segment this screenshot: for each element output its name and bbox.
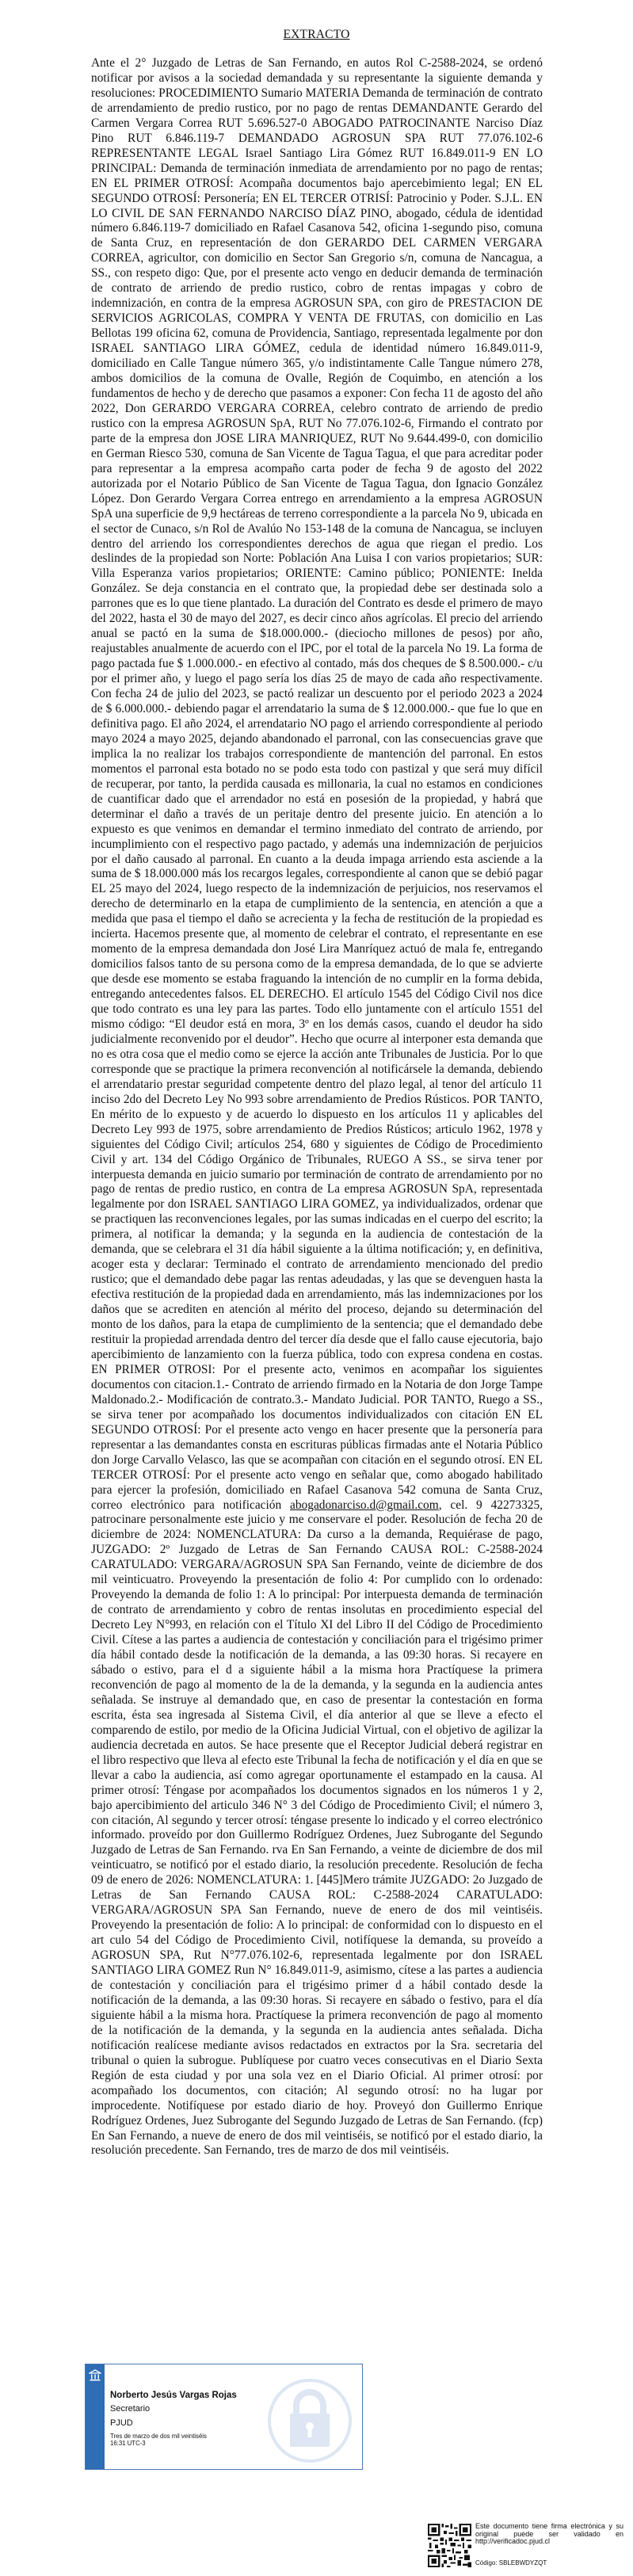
signer-role: Secretario	[110, 2404, 151, 2414]
signer-organization: PJUD	[110, 2418, 133, 2428]
signer-name: Norberto Jesús Vargas Rojas	[110, 2391, 237, 2400]
verification-notice: Este documento tiene firma electrónica y su original puede ser validado en http://verificadoc.pjud.cl	[475, 2522, 623, 2545]
signature-time: 16:31 UTC-3	[110, 2439, 146, 2447]
qr-code-icon[interactable]	[428, 2524, 471, 2567]
body-text-part-2: , cel. 9 42273325, patrocinare personalmente este juicio y me conservare el poder. Resolución de fecha 20 de diciembre de 2024: NOMENCLATURA: Da curso a la demanda, Requiérase de pago, JUZGADO: 2º Juzgado de Letras de San Fernando CAUSA ROL: C-2588-2024 CARATULADO: VERGARA/AGROSUN SPA San Fernando, veinte de diciembre de dos mil veinticuatro. Proveyendo la presentación de folio 4: Por cumplido con lo ordenado: Proveyendo la demanda de folio 1: A lo principal: Por interpuesta demanda de terminación de contrato de arrendamiento y cobro de rentas insolutas en procedimiento especial del Decreto Ley N°993, en relación con el Título XI del Libro II del Código de Procedimiento Civil. Cítese a las partes a audiencia de contestación y conciliación para el trigésimo primer día hábil contado desde la notificación de la demanda, a las 09:30 horas. Si recayere en sábado o estivo, para el d a siguiente hábil a la misma hora Practíquese la primera reconvención de pago al momento de la de la demanda, y la segunda en la audiencia antes señalada. Se instruye al demandado que, en caso de presentar la contestación en forma escrita, ésta sea ingresada al Sistema Civil, el día anterior al que se lleve a efecto el comparendo de estilo, por medio de la Oficina Judicial Virtual, con el objetivo de agilizar la audiencia decretada en autos. Se hace presente que el Receptor Judicial deberá registrar en el libro respectivo que lleva al efecto este Tribunal la fecha de notificación y el día en que se llevar a cabo la audiencia, así como agregar oportunamente el estampado en la causa. Al primer otrosí: Téngase por acompañados los documentos signados en los números 1 y 2, bajo apercibimiento del articulo 346 N° 3 del Código de Procedimiento Civil; el número 3, con citación, Al segundo y tercer otrosí: téngase presente lo indicado y el correo electrónico informado. proveído por don Guillermo Rodríguez Ordenes, Juez Subrogante del Segundo Juzgado de Letras de San Fernando. rva En San Fernando, a veinte de diciembre de dos mil veinticuatro, se notificó por el estado diario, la resolución precedente. Resolución de fecha 09 de enero de 2026: NOMENCLATURA: 1. [445]Mero trámite JUZGADO: 2o Juzgado de Letras de San Fernando CAUSA ROL: C-2588-2024 CARATULADO: VERGARA/AGROSUN SPA San Fernando, nueve de enero de dos mil veintiséis. Proveyendo la presentación de folio: A lo principal: de conformidad con lo dispuesto en el art culo 54 del Código de Procedimiento Civil, notifíquese la demanda, su proveído a AGROSUN SPA, Rut N°77.076.102-6, representada legalmente por don ISRAEL SANTIAGO LIRA GOMEZ Run N° 16.849.011-9, asimismo, cítese a las partes a audiencia de contestación y conciliación para el trigésimo primer d a hábil contado desde la notificación de la demanda, a las 09:30 horas. Si recayere en sábado o festivo, para el día siguiente hábil a la misma hora. Practíquese la primera reconvención de pago al momento de la notificación de la demanda, y la segunda en la audiencia antes señalada. Dicha notificación realícese mediante avisos redactados en extractos por la Sra. secretaria del tribunal o quien la subrogue. Publíquese por cuatro veces consecutivas en el Diario Sexta Región de esta ciudad y por una sola vez en el Diario Oficial. Al primer otrosí: por acompañado los documentos, con citación; Al segundo otrosí: no ha lugar por improcedente. Notifíquese por estado diario de hoy. Proveyó don Guillermo Enrique Rodríguez Ordenes, Juez Subrogante del Segundo Juzgado de Letras de San Fernando. (fcp) En San Fernando, a nueve de enero de dos mil veintiséis, se notificó por el estado diario, la resolución precedente. San Fernando, tres de marzo de dos mil veintiséis.	[91, 1498, 543, 2158]
signature-timestamp	[110, 2433, 207, 2447]
courthouse-icon	[89, 2369, 101, 2382]
electronic-signature-block	[85, 2364, 363, 2470]
document-title: EXTRACTO	[283, 28, 350, 41]
body-text-part-1: Ante el 2° Juzgado de Letras de San Fernando, en autos Rol C-2588-2024, se ordenó notificar por avisos a la sociedad demandada y su representante la siguiente demanda y resoluciones: PROCEDIMIENTO Sumario MATERIA Demanda de terminación de contrato de arrendamiento de predio rustico, por no pago de rentas DEMANDANTE Gerardo del Carmen Vergara Correa RUT 5.696.527-0 ABOGADO PATROCINANTE Narciso Díaz Pino RUT 6.846.119-7 DEMANDADO AGROSUN SPA RUT 77.076.102-6 REPRESENTANTE LEGAL Israel Santiago Lira Gómez RUT 16.849.011-9 EN LO PRINCIPAL: Demanda de terminación inmediata de arrendamiento por no pago de rentas; EN EL PRIMER OTROSÍ: Acompaña documentos bajo apercebimiento legal; EN EL SEGUNDO OTROSÍ: Personería; EN EL TERCER OTRISÍ: Patrocinio y Poder. S.J.L. EN LO CIVIL DE SAN FERNANDO NARCISO DÍAZ PINO, abogado, cédula de identidad número 6.846.119-7 domiciliado en Rafael Casanova 542, oficina 1-segundo piso, comuna de Santa Cruz, en representación de don GERARDO DEL CARMEN VERGARA CORREA, agricultor, con domicilio en Sector San Gregorio s/n, comuna de Nancagua, a SS., con respeto digo: Que, por el presente acto vengo en deducir demanda de terminación de contrato de arriendo de predio rustico, cobro de rentas impagas y cobro de indemnización, en contra de la empresa AGROSUN SPA, con giro de PRESTACION DE SERVICIOS AGRICOLAS, COMPRA Y VENTA DE FRUTAS, con domicilio en Las Bellotas 199 oficina 62, comuna de Providencia, Santiago, representada legalmente por don ISRAEL SANTIAGO LIRA GÓMEZ, cedula de identidad número 16.849.011-9, domiciliado en Calle Tangue número 365, y/o indistintamente Calle Tangue número 278, ambos domicilios de la comuna de Ovalle, Región de Coquimbo, en atención a los fundamentos de hecho y de derecho que pasamos a exponer: Con fecha 11 de agosto del año 2022, Don GERARDO VERGARA CORREA, celebro contrato de arriendo de predio rustico con la empresa AGROSUN SpA, RUT No 77.076.102-6, Firmando el contrato por parte de la empresa don JOSE LIRA MANRIQUEZ, RUT No 9.644.499-0, con domicilio en German Riesco 530, comuna de San Vicente de Tagua Tagua, el que para acreditar poder para representar a la empresa acompaño carta poder de fecha 9 de agosto del 2022 autorizada por el Notario Público de San Vicente de Tagua Tagua, don Ignacio González López. Don Gerardo Vergara Correa entrego en arrendamiento a la empresa AGROSUN SpA una superficie de 9,9 hectáreas de terreno correspondiente a la parcela No 9, ubicada en el sector de Cunaco, s/n Rol de Avalúo No 153-148 de la comuna de Nancagua, se incluyen dentro del arriendo los correspondientes derechos de agua que riegan el predio. Los deslindes de la propiedad son Norte: Población Ana Luisa I con varios propietarios; SUR: Villa Esperanza varios propietarios; ORIENTE: Camino público; PONIENTE: Inelda González. Se deja constancia en el contrato que, la propiedad debe ser destinada solo a parrones que es lo que tiene plantado. La duración del Contrato es desde el primero de mayo del 2022, hasta el 30 de mayo del 2027, es decir cinco años agrícolas. El precio del arriendo anual se pactó en la suma de $18.000.000.- (dieciocho millones de pesos) por año, reajustables anualmente de acuerdo con el IPC, por el total de la parcela No 19. La forma de pago pactada fue $ 1.000.000.- en efectivo al contado, más dos cheques de $ 8.500.000.- c/u por el primer año, y luego el pago sería los días 25 de mayo de cada año respectivamente. Con fecha 24 de julio del 2023, se pactó realizar un descuento por el periodo 2023 a 2024 de $ 6.000.000.- debiendo pagar el arrendatario la suma de $ 12.000.000.- que fue lo que en definitiva pago. El año 2024, el arrendatario NO pago el arriendo correspondiente al periodo mayo 2024 a mayo 2025, dejando abandonado el parronal, con las consecuencias grave que implica la no realizar los trabajos correspondiente de mantención del parronal. En estos momentos el parronal esta botado no se podo esta todo con pastizal y que será muy difícil de recuperar, por tanto, la perdida causada es millonaria, la cual no estamos en condiciones de cuantificar dado que el arrendador no está en posesión de la propiedad, y habrá que determinar el daño a través de un peritaje dentro del presente juicio. En atención a lo expuesto es que venimos en demandar el termino inmediato del contrato de arriendo, por incumplimiento con el respectivo pago pactado, y además una indemnización de perjuicios por el daño causado al parronal. En cuanto a la deuda impaga arriendo esta asciende a la suma de $ 18.000.000 más los recargos legales, correspondiente al canon que se debió pagar EL 25 mayo del 2024, luego respecto de la indemnización de perjuicios, nos reservamos el derecho de determinarlo en la etapa de cumplimiento de la sentencia, en atención a que a medida que pasa el tiempo el daño se acrecienta y la fecha de restitución de la propiedad es incierta. Hacemos presente que, al momento de celebrar el contrato, el representante en ese momento de la empresa demandada don José Lira Manríquez actuó de mala fe, entregando domicilios falsos tanto de su persona como de la empresa demandada, de lo que se advierte que desde ese momento se estaba fraguando la intención de no cumplir en la forma debida, entregando antecedentes falsos. EL DERECHO. El artículo 1545 del Código Civil nos dice que todo contrato es una ley para las partes. Todo ello juntamente con el artículo 1551 del mismo código: “El deudor está en mora, 3º en los demás casos, cuando el deudor ha sido judicialmente reconvenido por el deudor”. Hecho que ocurre al interponer esta demanda que no es otra cosa que el medio como se ejerce la acción ante Tribunales de Justicia. Por lo que corresponde que se practique la primera reconvención al notificársele la demanda, debiendo el arrendatario prestar seguridad competente dentro del plazo legal, al tenor del artículo 11 inciso 2do del Decreto Ley No 993 sobre arrendamiento de Predios Rústicos. POR TANTO, En mérito de lo expuesto y de acuerdo lo dispuesto en los artículos 11 y aplicables del Decreto Ley 993 de 1975, sobre arrendamiento de Predios Rústicos; articulo 1962, 1978 y siguientes del Código Civil; artículos 254, 680 y siguientes de Código de Procedimiento Civil y art. 134 del Código Orgánico de Tribunales, RUEGO A SS., se sirva tener por interpuesta demanda en juicio sumario por terminación de contrato de arrendamiento por no pago de rentas de predio rustico, en contra de La empresa AGROSUN SpA, representada legalmente por don ISRAEL SANTIAGO LIRA GOMEZ, ya individualizados, ordenar que se practiquen las reconvenciones legales, por las sumas indicadas en el cuerpo del escrito; la primera, al notificar la demanda; y la segunda en la audiencia de contestación de la demanda, que se celebrara el 31 día hábil siguiente a la última notificación; y, en definitiva, acoger esta y declarar: Terminado el contrato de arrendamiento mencionado del predio rustico; que el demandado debe pagar las rentas adeudadas, y las que se devenguen hasta la efectiva restitución de la propiedad dada en arrendamiento, más las indemnizaciones por los daños que se acrediten en atención al mérito del proceso, dejando su determinación del monto de los daños, para la etapa de cumplimiento de la sentencia; que el demandado debe restituir la propiedad arrendada dentro del tercer día desde que el fallo cause ejecutoria, bajo apercibimiento de lanzamiento con la fuerza pública, todo con expresa condena en costas. EN PRIMER OTROSI: Por el presente acto, venimos en acompañar los siguientes documentos con citacion.1.- Contrato de arriendo firmado en la Notaria de don Jorge Tampe Maldonado.2.- Modificación de contrato.3.- Mandato Judicial. POR TANTO, Ruego a SS., se sirva tener por acompañado los documentos individualizados con citación EN EL SEGUNDO OTROSÍ: Por el presente acto vengo en hacer presente que la personería para representar a las demandantes consta en escrituras públicas firmadas ante el Notaria Público don Jorge Carvallo Velasco, las que se acompañan con citación en el segundo otrosí. EN EL TERCER OTROSÍ: Por el presente acto vengo en señalar que, como abogado habilitado para ejercer la profesión, domiciliado en Rafael Casanova 542 comuna de Santa Cruz, correo electrónico para notificación	[91, 56, 543, 1512]
email-link[interactable]: abogadonarciso.d@gmail.com	[290, 1498, 439, 1512]
extract-body	[91, 56, 543, 2158]
signature-side-bar	[86, 2364, 105, 2469]
verification-code: Código: SBLEBWDYZQT	[475, 2559, 547, 2566]
signature-date: Tres de marzo de dos mil veintiséis	[110, 2433, 207, 2440]
lock-icon	[266, 2377, 353, 2464]
